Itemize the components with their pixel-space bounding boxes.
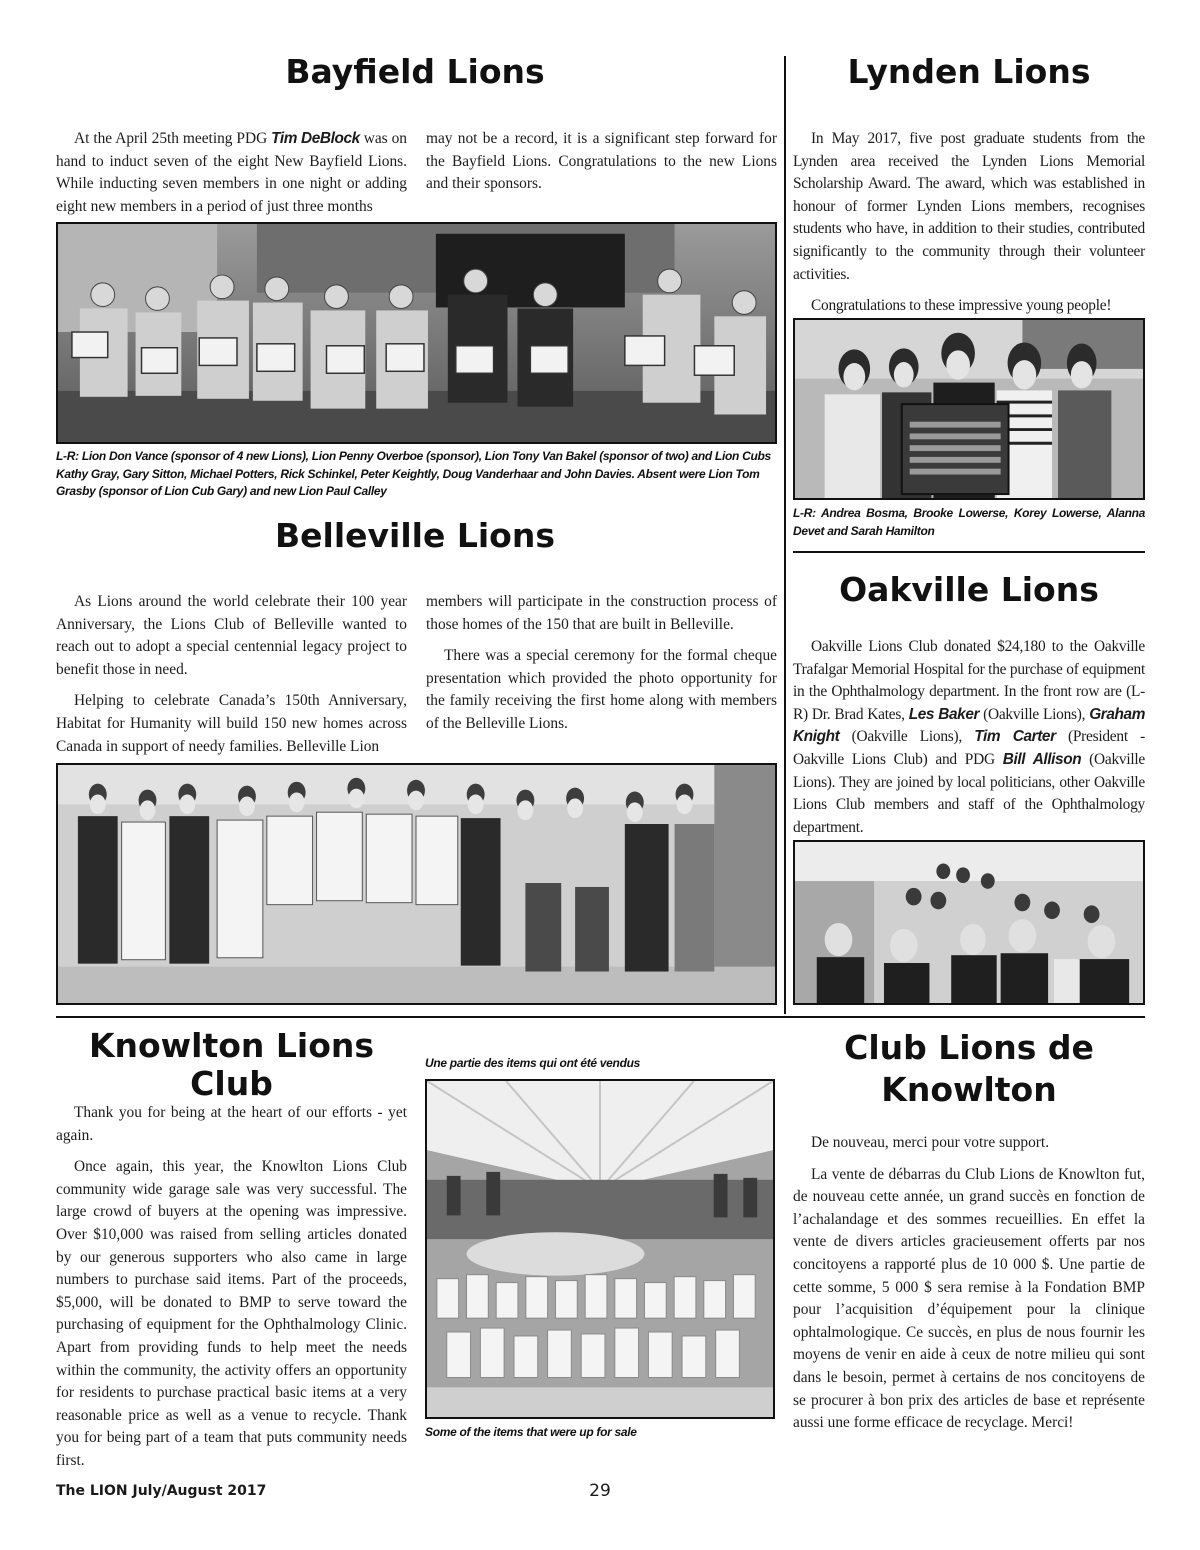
belleville-col1 [56, 591, 407, 767]
oakville-name-tim-carter: Tim Carter [974, 728, 1056, 746]
section-divider-knowlton [56, 1016, 1145, 1018]
knowlton-fr-text [793, 1132, 1145, 1444]
belleville-col2-p2: There was a special ceremony for the formal cheque presentation which provided the photo opportunity for the family receiving the first home along with members of the Belleville Lions. [426, 647, 777, 732]
lynden-text [793, 128, 1145, 327]
belleville-col2-p1: members will participate in the construction process of those homes of the 150 that are built in Belleville. [426, 593, 777, 633]
knowlton-caption-bottom: Some of the items that were up for sale [425, 1425, 637, 1439]
oakville-text [793, 636, 1145, 848]
belleville-col1-p2: Helping to celebrate Canada’s 150th Anniversary, Habitat for Humanity will build 150 new homes across Canada in support of needy families. Belleville Lion [56, 692, 407, 755]
section-divider-lynden-oakville [793, 551, 1145, 553]
lynden-group-photo [793, 318, 1145, 500]
bayfield-col1 [56, 128, 407, 227]
knowlton-fr-title [793, 1027, 1145, 1111]
lynden-paragraph-1: In May 2017, five post graduate students from the Lynden area received the Lynden Lions Memorial Scholarship Award. The award, which was established in honour of former Lynden Lions members, recognises students who have, in addition to their studies, contributed significantly to the community through their volunteer activities. [793, 130, 1145, 283]
belleville-col2 [426, 591, 777, 745]
oakville-text-1: Oakville Lions Club donated $24,180 to the Oakville Trafalgar Memorial Hospital for the purchase of equipment in the Ophthalmology department. In the front row are (L-R) Dr. Brad Kates, [793, 638, 1145, 723]
knowlton-paragraph-2: Once again, this year, the Knowlton Lions Club community wide garage sale was very successful. The large crowd of buyers at the opening was impressive. Over $10,000 was raised from selling articles donated by our generous supporters who also came in large numbers to purchase said items. Part of the proceeds, $5,000, will be donated to BMP to serve toward the purchasing of equipment for the Ophthalmology Clinic. Apart from providing funds to help meet the needs within the community, the activity offers an opportunity for residents to purchase practical basic items at a very reasonable price as well as a venue to recycle. Thank you for being part of a team that puts community needs first. [56, 1158, 407, 1469]
oakville-text-2: (Oakville Lions), [979, 705, 1090, 723]
oakville-text-4: (President - Oakville Lions Club) and PDG [793, 728, 1145, 768]
lynden-title: Lynden Lions [847, 52, 1091, 91]
oakville-name-les-baker: Les Baker [908, 705, 980, 723]
footer-page-number: 29 [589, 1481, 611, 1501]
bayfield-col2-text: may not be a record, it is a significant step forward for the Bayfield Lions. Congratulations to the new Lions and their sponsors. [426, 130, 777, 193]
knowlton-text [56, 1102, 407, 1482]
bayfield-title: Bayfield Lions [285, 52, 545, 91]
footer-publication: The LION July/August 2017 [56, 1483, 267, 1499]
bayfield-text-a: At the April 25th meeting PDG [74, 130, 272, 147]
knowlton-fr-title-line-2: Knowlton [881, 1070, 1057, 1109]
knowlton-garage-sale-photo [425, 1079, 775, 1419]
oakville-name-graham-knight: Graham Knight [793, 705, 1146, 746]
bayfield-caption: L-R: Lion Don Vance (sponsor of 4 new Lions), Lion Penny Overboe (sponsor), Lion Tony Van Bakel (sponsor of two) and Lion Cubs Kathy Gray, Gary Sitton, Michael Potters, Rick Schinkel, Peter Keightly, Doug Vanderhaar and John Davies. Absent were Lion Tom Grasby (sponsor of Lion Cub Gary) and new Lion Paul Calley [56, 449, 771, 498]
knowlton-paragraph-1: Thank you for being at the heart of our efforts - yet again. [56, 1104, 407, 1144]
oakville-title: Oakville Lions [839, 570, 1099, 609]
belleville-title: Belleville Lions [274, 516, 555, 555]
bayfield-col2 [426, 128, 777, 205]
belleville-group-photo [56, 763, 777, 1005]
lynden-caption: L-R: Andrea Bosma, Brooke Lowerse, Korey Lowerse, Alanna Devet and Sarah Hamilton [793, 506, 1145, 538]
knowlton-title: Knowlton Lions Club [88, 1026, 375, 1103]
knowlton-fr-paragraph-2: La vente de débarras du Club Lions de Knowlton fut, de nouveau cette année, un grand succès en fonction de l’achalandage et des sommes recueillies. En effet la vente de divers articles gracieusement offerts par nos concitoyens a rapporté plus de 10 000 $. Une partie de cette somme, 5 000 $ sera remise à la Fondation BMP pour l’acquisition d’équipement pour la clinique ophtalmologique. Ce succès, en plus de nous fournir les moyens de venir en aide à ceux de notre milieu qui sont dans le besoin, permet à certains de nos concitoyens de se procurer à bon prix des articles de base et représente aussi une forme efficace de recyclage. Merci! [793, 1165, 1145, 1432]
lynden-paragraph-2: Congratulations to these impressive young people! [811, 297, 1112, 315]
belleville-col1-p1: As Lions around the world celebrate their 100 year Anniversary, the Lions Club of Belleville wanted to reach out to adopt a special centennial legacy project to benefit those in need. [56, 593, 407, 678]
oakville-text-3: (Oakville Lions), [839, 728, 975, 746]
knowlton-fr-paragraph-1: De nouveau, merci pour votre support. [811, 1134, 1050, 1151]
oakville-group-photo [793, 840, 1145, 1005]
oakville-name-bill-allison: Bill Allison [1002, 750, 1082, 768]
oakville-text-5: (Oakville Lions). They are joined by local politicians, other Oakville Lions Club members and staff of the Ophthalmology department. [793, 750, 1146, 836]
bayfield-text-b: was on hand to induct seven of the eight New Bayfield Lions. While inducting seven members in one night or adding eight new members in a period of just three months [56, 130, 407, 215]
column-divider-top [784, 56, 786, 1014]
knowlton-fr-title-line-1: Club Lions de [844, 1028, 1094, 1067]
knowlton-caption-top: Une partie des items qui ont été vendus [425, 1056, 641, 1070]
bayfield-group-photo [56, 222, 777, 444]
bayfield-name-deblock: Tim DeBlock [271, 130, 360, 147]
